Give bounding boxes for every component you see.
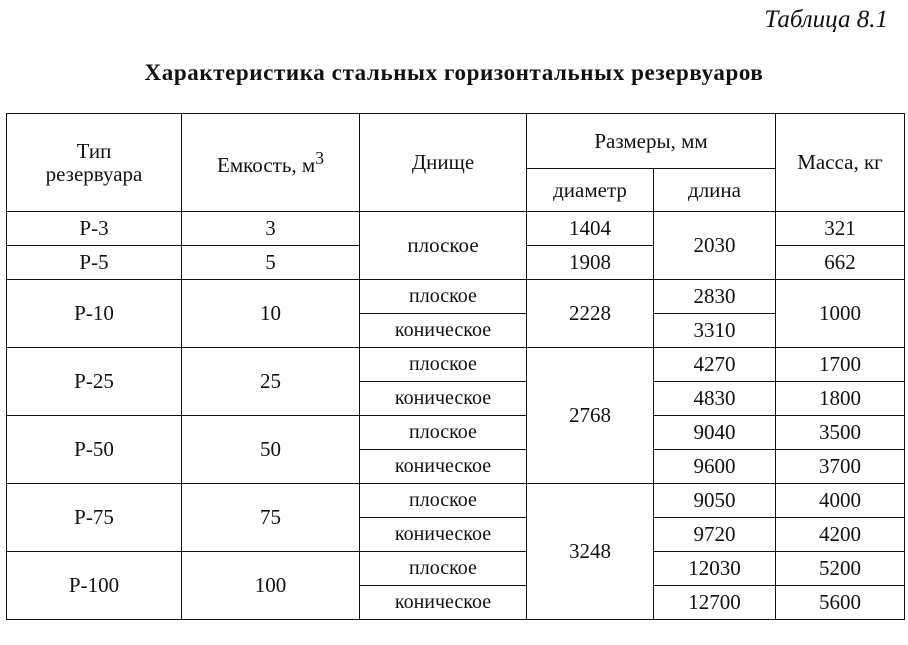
cell-capacity: 50 bbox=[182, 416, 360, 484]
cell-length: 9600 bbox=[654, 450, 776, 484]
header-mass: Масса, кг bbox=[776, 114, 905, 212]
cell-type: Р-50 bbox=[7, 416, 182, 484]
header-capacity-label: Емкость, м bbox=[217, 152, 316, 177]
cell-diameter: 2228 bbox=[527, 280, 654, 348]
cell-length: 2030 bbox=[654, 212, 776, 280]
cell-mass: 4000 bbox=[776, 484, 905, 518]
header-bottom: Днище bbox=[360, 114, 527, 212]
header-type-line1: Тип bbox=[76, 139, 112, 164]
cell-capacity: 3 bbox=[182, 212, 360, 246]
cell-bottom: коническое bbox=[360, 382, 527, 416]
cell-length: 12030 bbox=[654, 552, 776, 586]
cell-length: 4270 bbox=[654, 348, 776, 382]
cell-mass: 1000 bbox=[776, 280, 905, 348]
table-row bbox=[7, 348, 905, 382]
cell-length: 12700 bbox=[654, 586, 776, 620]
cell-type: Р-5 bbox=[7, 246, 182, 280]
cell-diameter: 1908 bbox=[527, 246, 654, 280]
header-type bbox=[7, 114, 182, 212]
reservoir-table bbox=[6, 113, 905, 620]
header-capacity bbox=[182, 114, 360, 212]
table-row bbox=[7, 484, 905, 518]
cell-bottom: коническое bbox=[360, 586, 527, 620]
header-row bbox=[7, 114, 905, 169]
table-row bbox=[7, 212, 905, 246]
header-length: длина bbox=[654, 169, 776, 212]
table-row bbox=[7, 552, 905, 586]
cell-diameter: 1404 bbox=[527, 212, 654, 246]
cell-bottom: плоское bbox=[360, 484, 527, 518]
header-sizes: Размеры, мм bbox=[527, 114, 776, 169]
cell-mass: 3700 bbox=[776, 450, 905, 484]
cell-type: Р-100 bbox=[7, 552, 182, 620]
cell-capacity: 100 bbox=[182, 552, 360, 620]
cell-capacity: 25 bbox=[182, 348, 360, 416]
table-caption: Таблица 8.1 bbox=[764, 6, 888, 33]
cell-mass: 1800 bbox=[776, 382, 905, 416]
table-title: Характеристика стальных горизонтальных резервуаров bbox=[144, 60, 764, 85]
cell-bottom: коническое bbox=[360, 314, 527, 348]
cell-bottom: коническое bbox=[360, 450, 527, 484]
cell-length: 9040 bbox=[654, 416, 776, 450]
cell-length: 4830 bbox=[654, 382, 776, 416]
cell-bottom: плоское bbox=[360, 416, 527, 450]
cell-type: Р-3 bbox=[7, 212, 182, 246]
cell-length: 2830 bbox=[654, 280, 776, 314]
cell-bottom: коническое bbox=[360, 518, 527, 552]
cell-capacity: 5 bbox=[182, 246, 360, 280]
cell-capacity: 10 bbox=[182, 280, 360, 348]
header-diameter: диаметр bbox=[527, 169, 654, 212]
cell-length: 9720 bbox=[654, 518, 776, 552]
table-row bbox=[7, 416, 905, 450]
cell-type: Р-75 bbox=[7, 484, 182, 552]
header-type-line2: резервуара bbox=[45, 161, 143, 186]
cell-bottom: плоское bbox=[360, 212, 527, 280]
cell-mass: 321 bbox=[776, 212, 905, 246]
cell-type: Р-10 bbox=[7, 280, 182, 348]
cell-mass: 1700 bbox=[776, 348, 905, 382]
header-capacity-sup: 3 bbox=[315, 147, 324, 168]
cell-length: 9050 bbox=[654, 484, 776, 518]
cell-bottom: плоское bbox=[360, 552, 527, 586]
cell-bottom: плоское bbox=[360, 280, 527, 314]
table-row bbox=[7, 280, 905, 314]
cell-mass: 4200 bbox=[776, 518, 905, 552]
cell-bottom: плоское bbox=[360, 348, 527, 382]
cell-mass: 662 bbox=[776, 246, 905, 280]
cell-mass: 5600 bbox=[776, 586, 905, 620]
cell-type: Р-25 bbox=[7, 348, 182, 416]
cell-capacity: 75 bbox=[182, 484, 360, 552]
cell-mass: 5200 bbox=[776, 552, 905, 586]
cell-diameter: 2768 bbox=[527, 348, 654, 484]
cell-mass: 3500 bbox=[776, 416, 905, 450]
cell-length: 3310 bbox=[654, 314, 776, 348]
cell-diameter: 3248 bbox=[527, 484, 654, 620]
